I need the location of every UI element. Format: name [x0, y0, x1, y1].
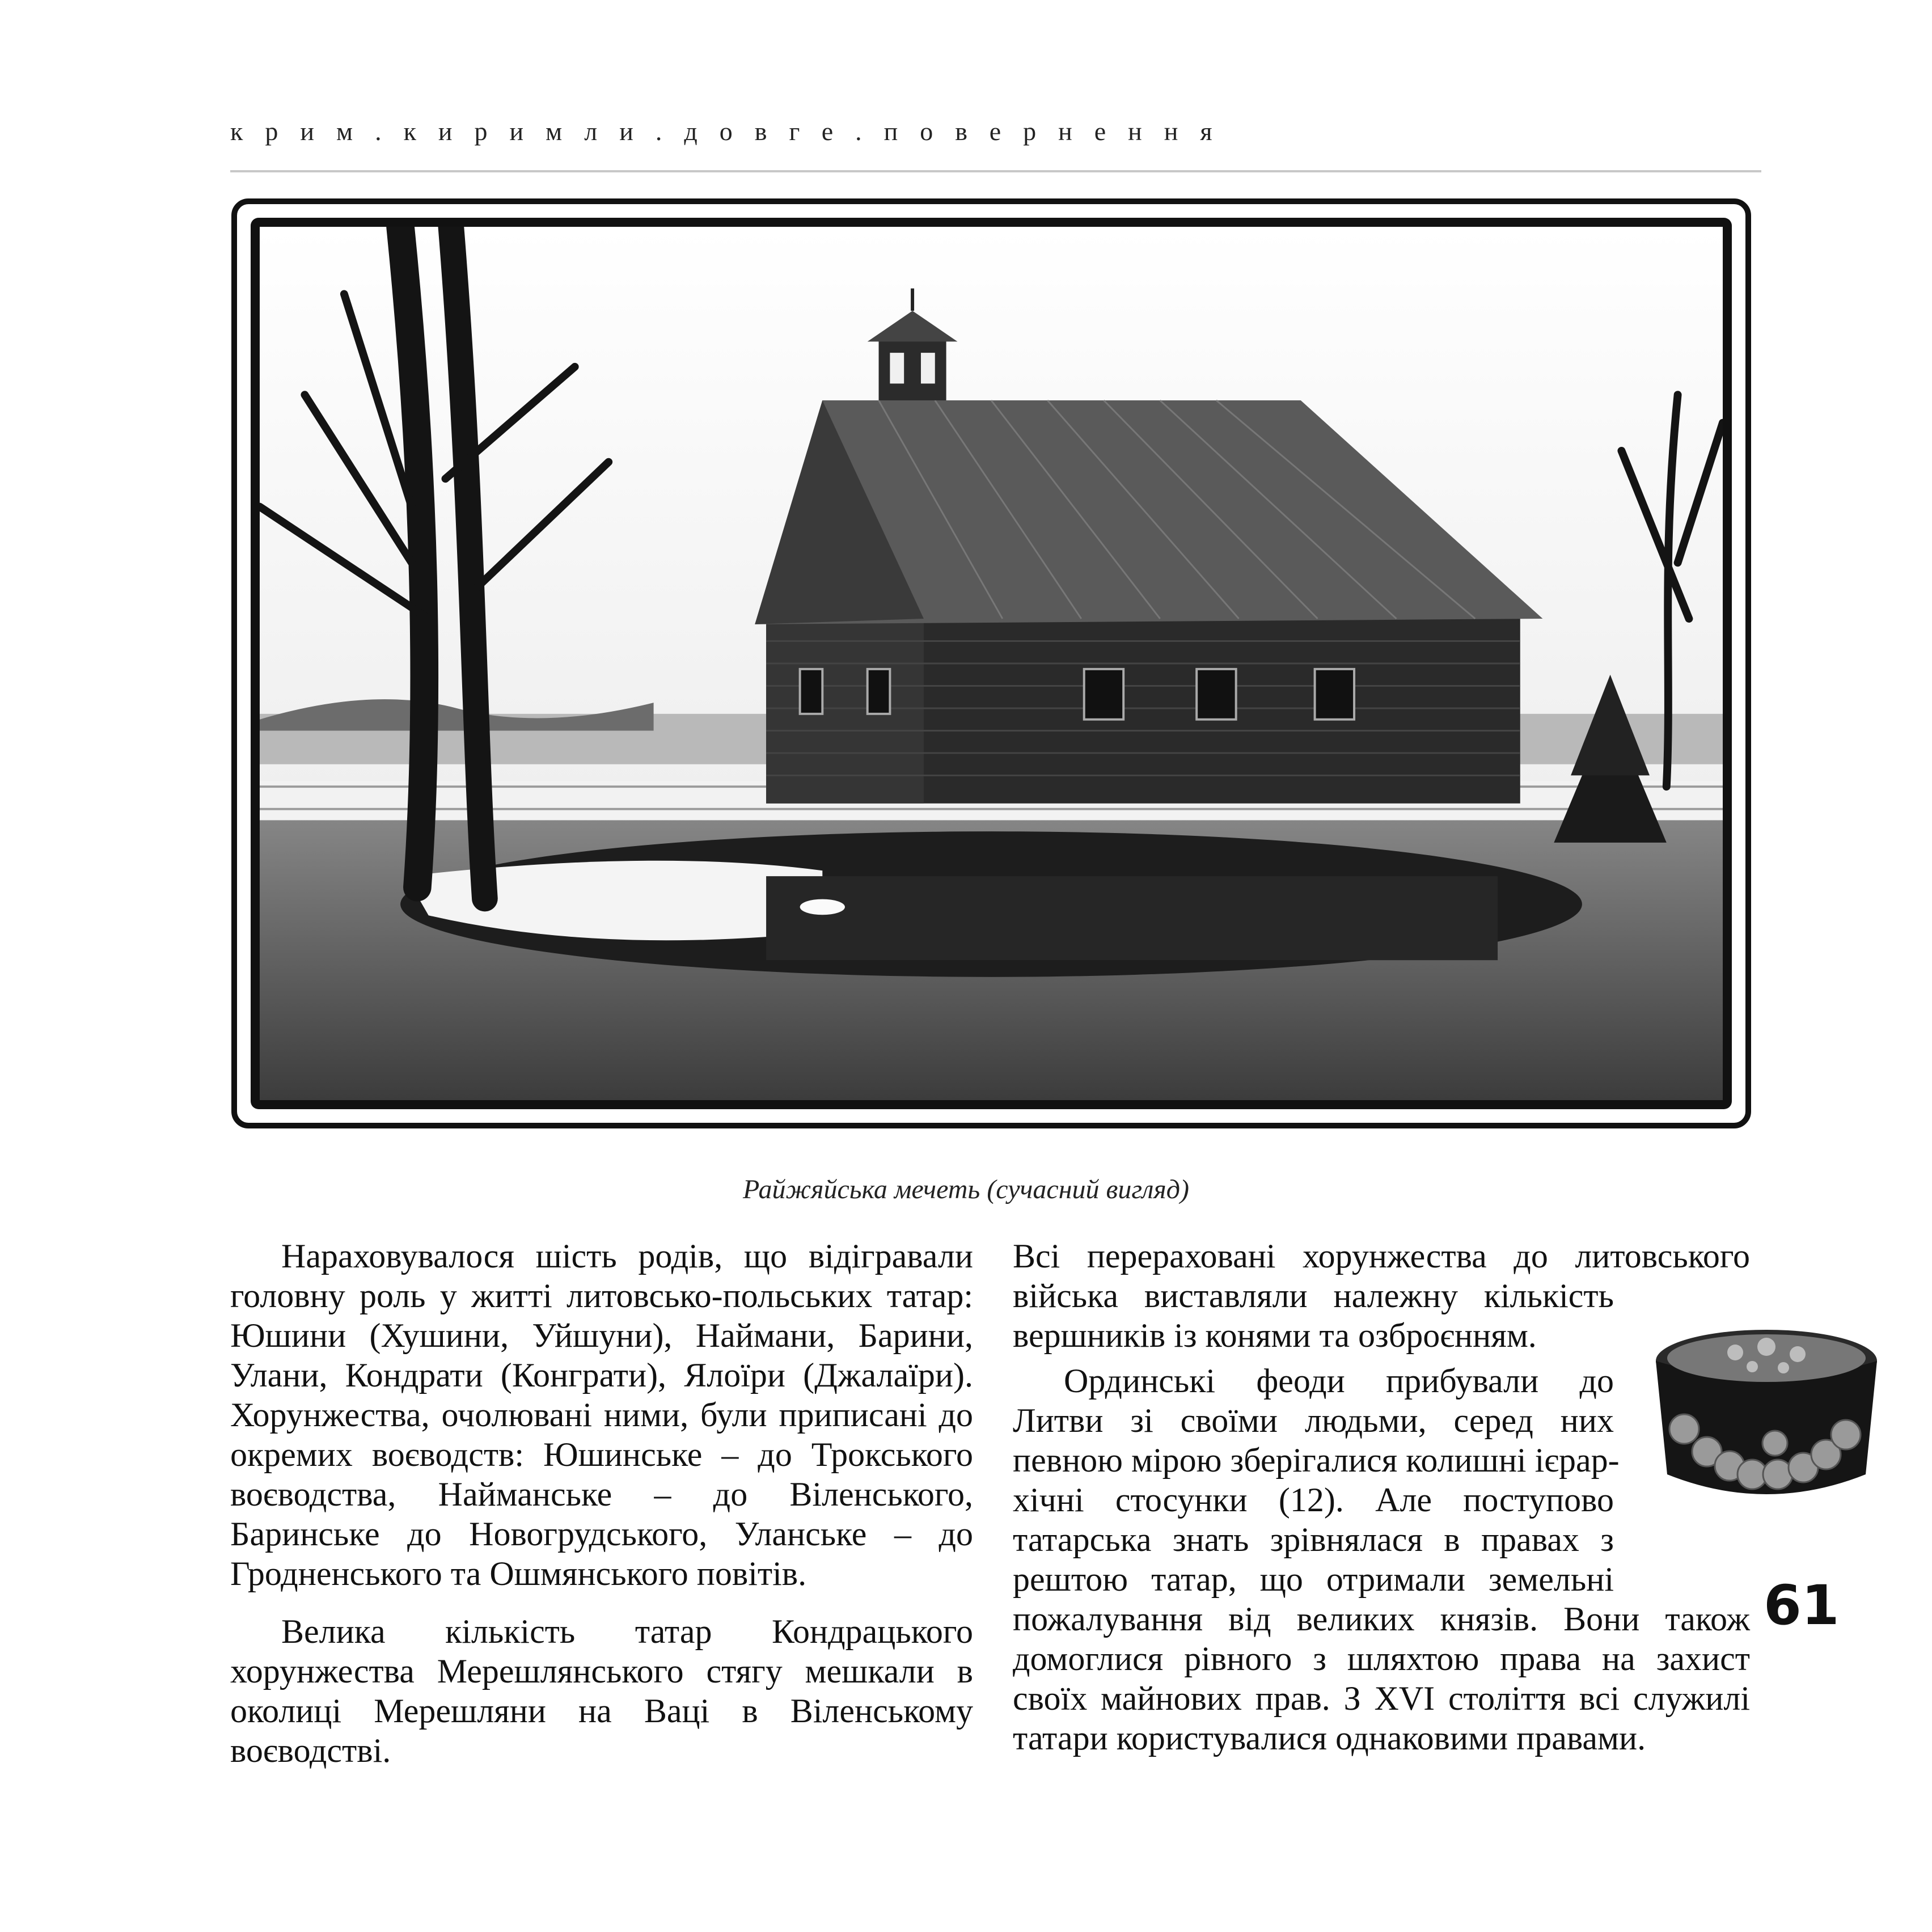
- right-column-bottom: [1013, 1599, 1750, 1758]
- running-header: [230, 116, 1761, 146]
- text-line: татарська знать зрівнялася в правах з: [1013, 1521, 1614, 1558]
- text-line: рештою татар, що отримали земельні: [1013, 1561, 1614, 1598]
- page-number: 61: [1764, 1574, 1840, 1637]
- paragraph: Велика кількість татар Кондрацького хорунжества Мерешлянського стягу мешкали в околиці Мерешляни на Ваці в Віленському воєводстві.: [230, 1613, 973, 1769]
- text-line: домоглися рівного з шляхтою права на захист: [1013, 1640, 1750, 1677]
- right-column-top: [1013, 1236, 1750, 1355]
- text-line: певною мірою зберігалися колишні ієрар-: [1013, 1441, 1620, 1479]
- text-line: своїх майнових прав. З XVI століття всі служилі: [1013, 1680, 1750, 1717]
- mosque-photo-image: [260, 227, 1723, 1100]
- text-line: війська виставляли належну кількість: [1013, 1277, 1614, 1314]
- running-title: крим.киримли.довге.повернення: [230, 117, 1235, 146]
- text-line: хічні стосунки (12). Але поступово: [1013, 1481, 1614, 1519]
- paragraph: Нараховувалося шість родів, що відігравали головну роль у житті литовсько-польських татар: Юшини (Хушини, Уйшуни), Наймани, Барини, Улани, Кондрати (Конграти), Ялоїри (Джалаїри). Хорунжества, очолювані ними, були приписані до окремих воєводств: Юшинське – до Трокського воєводства, Найманське – до Віленського, Баринське до Новогрудського, Уланське – до Гродненського та Ошмянського повітів.: [230, 1237, 973, 1592]
- text-line: пожалування від великих князів. Вони також: [1013, 1600, 1750, 1638]
- text-line: Ординські феоди прибували до: [1064, 1362, 1614, 1400]
- text-line: Всі перераховані хорунжества до литовського: [1013, 1237, 1750, 1275]
- left-column: [230, 1236, 973, 1770]
- right-column-wrap: [1013, 1361, 1620, 1599]
- mosque-photo: [251, 218, 1732, 1109]
- text-line: вершників із конями та озброєнням.: [1013, 1317, 1537, 1354]
- text-line: татари користувалися однаковими правами.: [1013, 1719, 1646, 1757]
- photo-caption: Райжяйська мечеть (сучасний вигляд): [743, 1174, 1189, 1204]
- photo-frame: [231, 198, 1751, 1128]
- text-line: Литви зі своїми людьми, серед них: [1013, 1402, 1614, 1439]
- header-divider: [230, 170, 1761, 172]
- tatar-hat-icon: [1644, 1321, 1888, 1531]
